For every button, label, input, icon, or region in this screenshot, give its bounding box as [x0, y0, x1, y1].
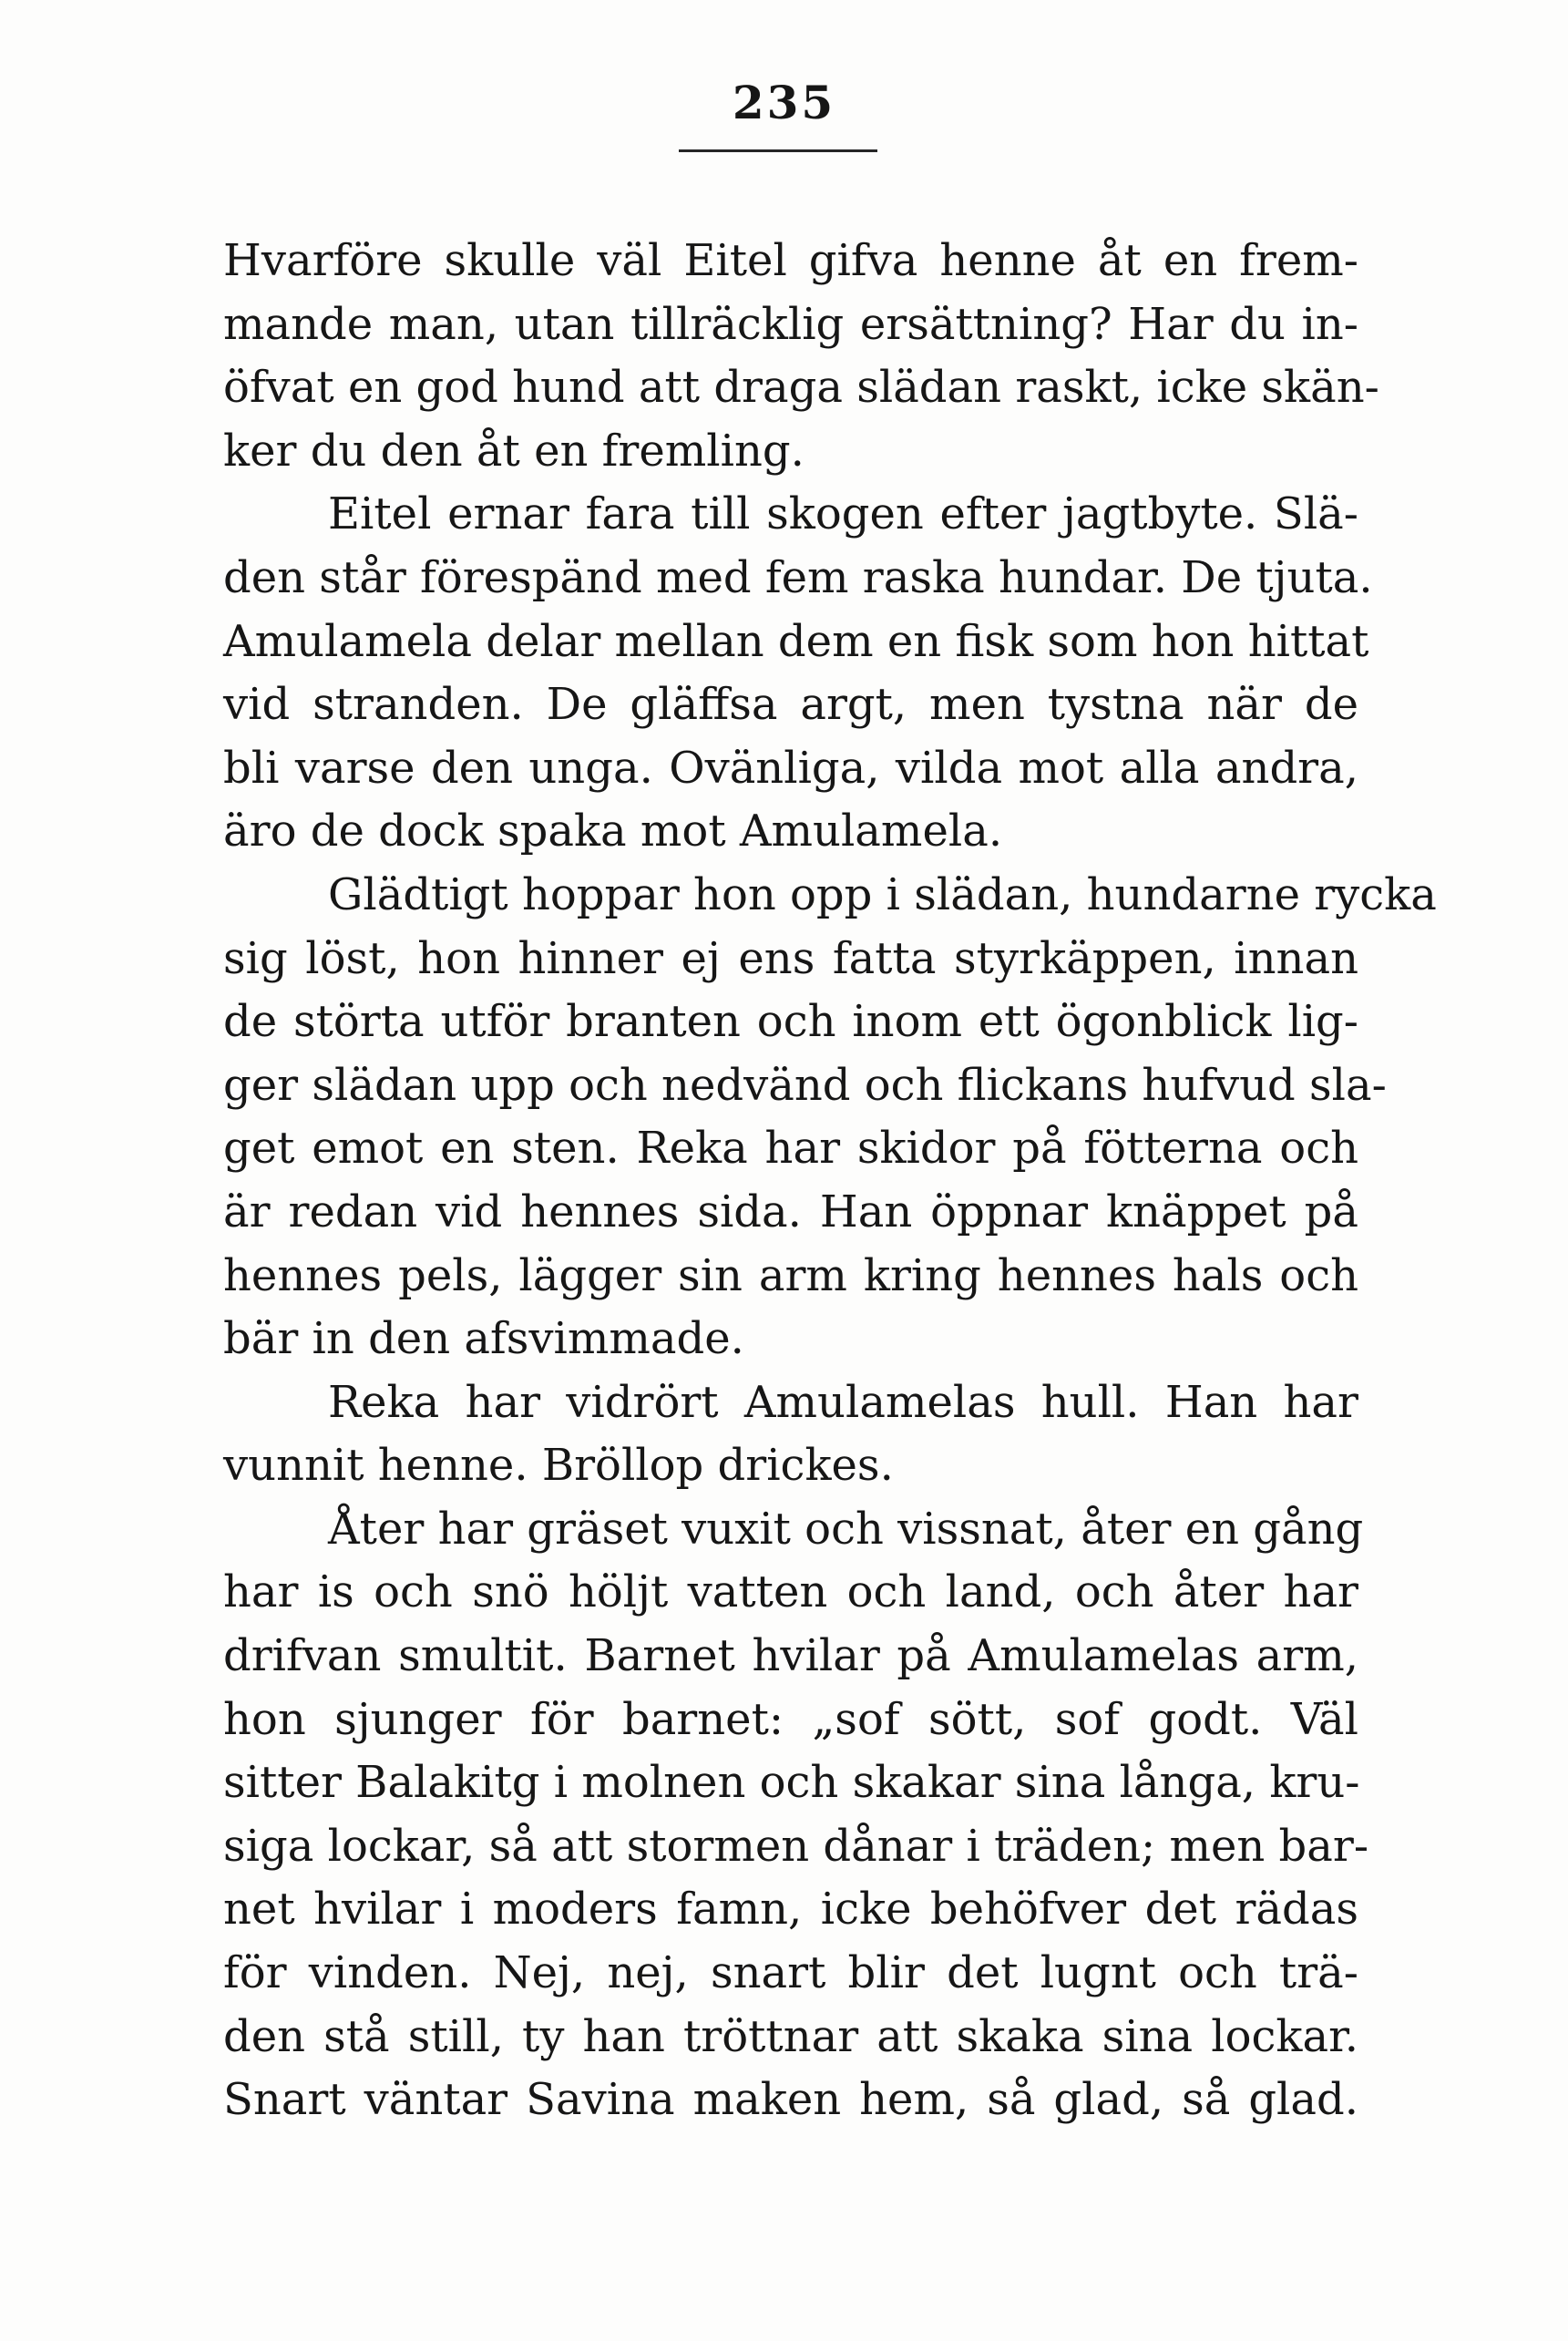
text-line: net hvilar i moders famn, icke behöfver det rädas — [223, 1884, 1358, 1935]
text-line: har is och snö höljt vatten och land, och åter har — [223, 1566, 1358, 1618]
text-line: för vinden. Nej, nej, snart blir det lugnt och trä- — [223, 1947, 1358, 1999]
text-line: drifvan smultit. Barnet hvilar på Amulamelas arm, — [223, 1630, 1358, 1682]
text-line: Reka har vidrört Amulamelas hull. Han har — [328, 1376, 1358, 1428]
paragraph — [223, 864, 1437, 1371]
text-line: vid stranden. De gläffsa argt, men tystna när de — [223, 679, 1358, 731]
text-line: vunnit henne. Bröllop drickes. — [223, 1440, 894, 1492]
text-line: Åter har gräset vuxit och vissnat, åter en gång — [328, 1503, 1364, 1555]
paragraph — [223, 230, 1379, 483]
text-line: siga lockar, så att stormen dånar i träden; men bar- — [223, 1820, 1369, 1872]
text-line: den står förespänd med fem raska hundar. De tjuta. — [223, 551, 1373, 603]
text-line: sig löst, hon hinner ej ens fatta styrkäppen, innan — [223, 932, 1358, 984]
header-rule — [679, 149, 877, 152]
text-line: de störta utför branten och inom ett ögonblick lig- — [223, 996, 1358, 1048]
text-line: ger slädan upp och nedvänd och flickans hufvud sla- — [223, 1059, 1387, 1111]
text-line: Eitel ernar fara till skogen efter jagtbyte. Slä- — [328, 488, 1358, 540]
paragraph — [223, 483, 1373, 864]
text-line: Glädtigt hoppar hon opp i slädan, hundarne rycka — [328, 868, 1437, 920]
text-line: bär in den afsvimmade. — [223, 1313, 744, 1365]
text-line: äro de dock spaka mot Amulamela. — [223, 806, 1003, 857]
text-line: mande man, utan tillräcklig ersättning? Har du in- — [223, 298, 1358, 350]
text-line: öfvat en god hund att draga slädan raskt, icke skän- — [223, 362, 1379, 414]
text-line: ker du den åt en fremling. — [223, 425, 804, 477]
text-line: get emot en sten. Reka har skidor på fötterna och — [223, 1123, 1358, 1175]
text-line: Amulamela delar mellan dem en fisk som hon hittat — [223, 615, 1369, 667]
paragraph — [223, 1371, 1358, 1498]
text-line: hon sjunger för barnet: „sof sött, sof godt. Väl — [223, 1693, 1358, 1745]
text-line: hennes pels, lägger sin arm kring hennes hals och — [223, 1249, 1358, 1301]
text-line: den stå still, ty han tröttnar att skaka sina lockar. — [223, 2010, 1358, 2062]
page-number: 235 — [732, 76, 836, 129]
body-text — [223, 230, 1437, 2132]
text-line: är redan vid hennes sida. Han öppnar knäppet på — [223, 1186, 1358, 1237]
text-line: sitter Balakitg i molnen och skakar sina långa, kru- — [223, 1757, 1360, 1809]
text-line: Snart väntar Savina maken hem, så glad, så glad. — [223, 2074, 1358, 2126]
text-line: bli varse den unga. Ovänliga, vilda mot alla andra, — [223, 742, 1358, 794]
text-line: Hvarföre skulle väl Eitel gifva henne åt en frem- — [223, 235, 1358, 286]
paragraph — [223, 1498, 1369, 2132]
